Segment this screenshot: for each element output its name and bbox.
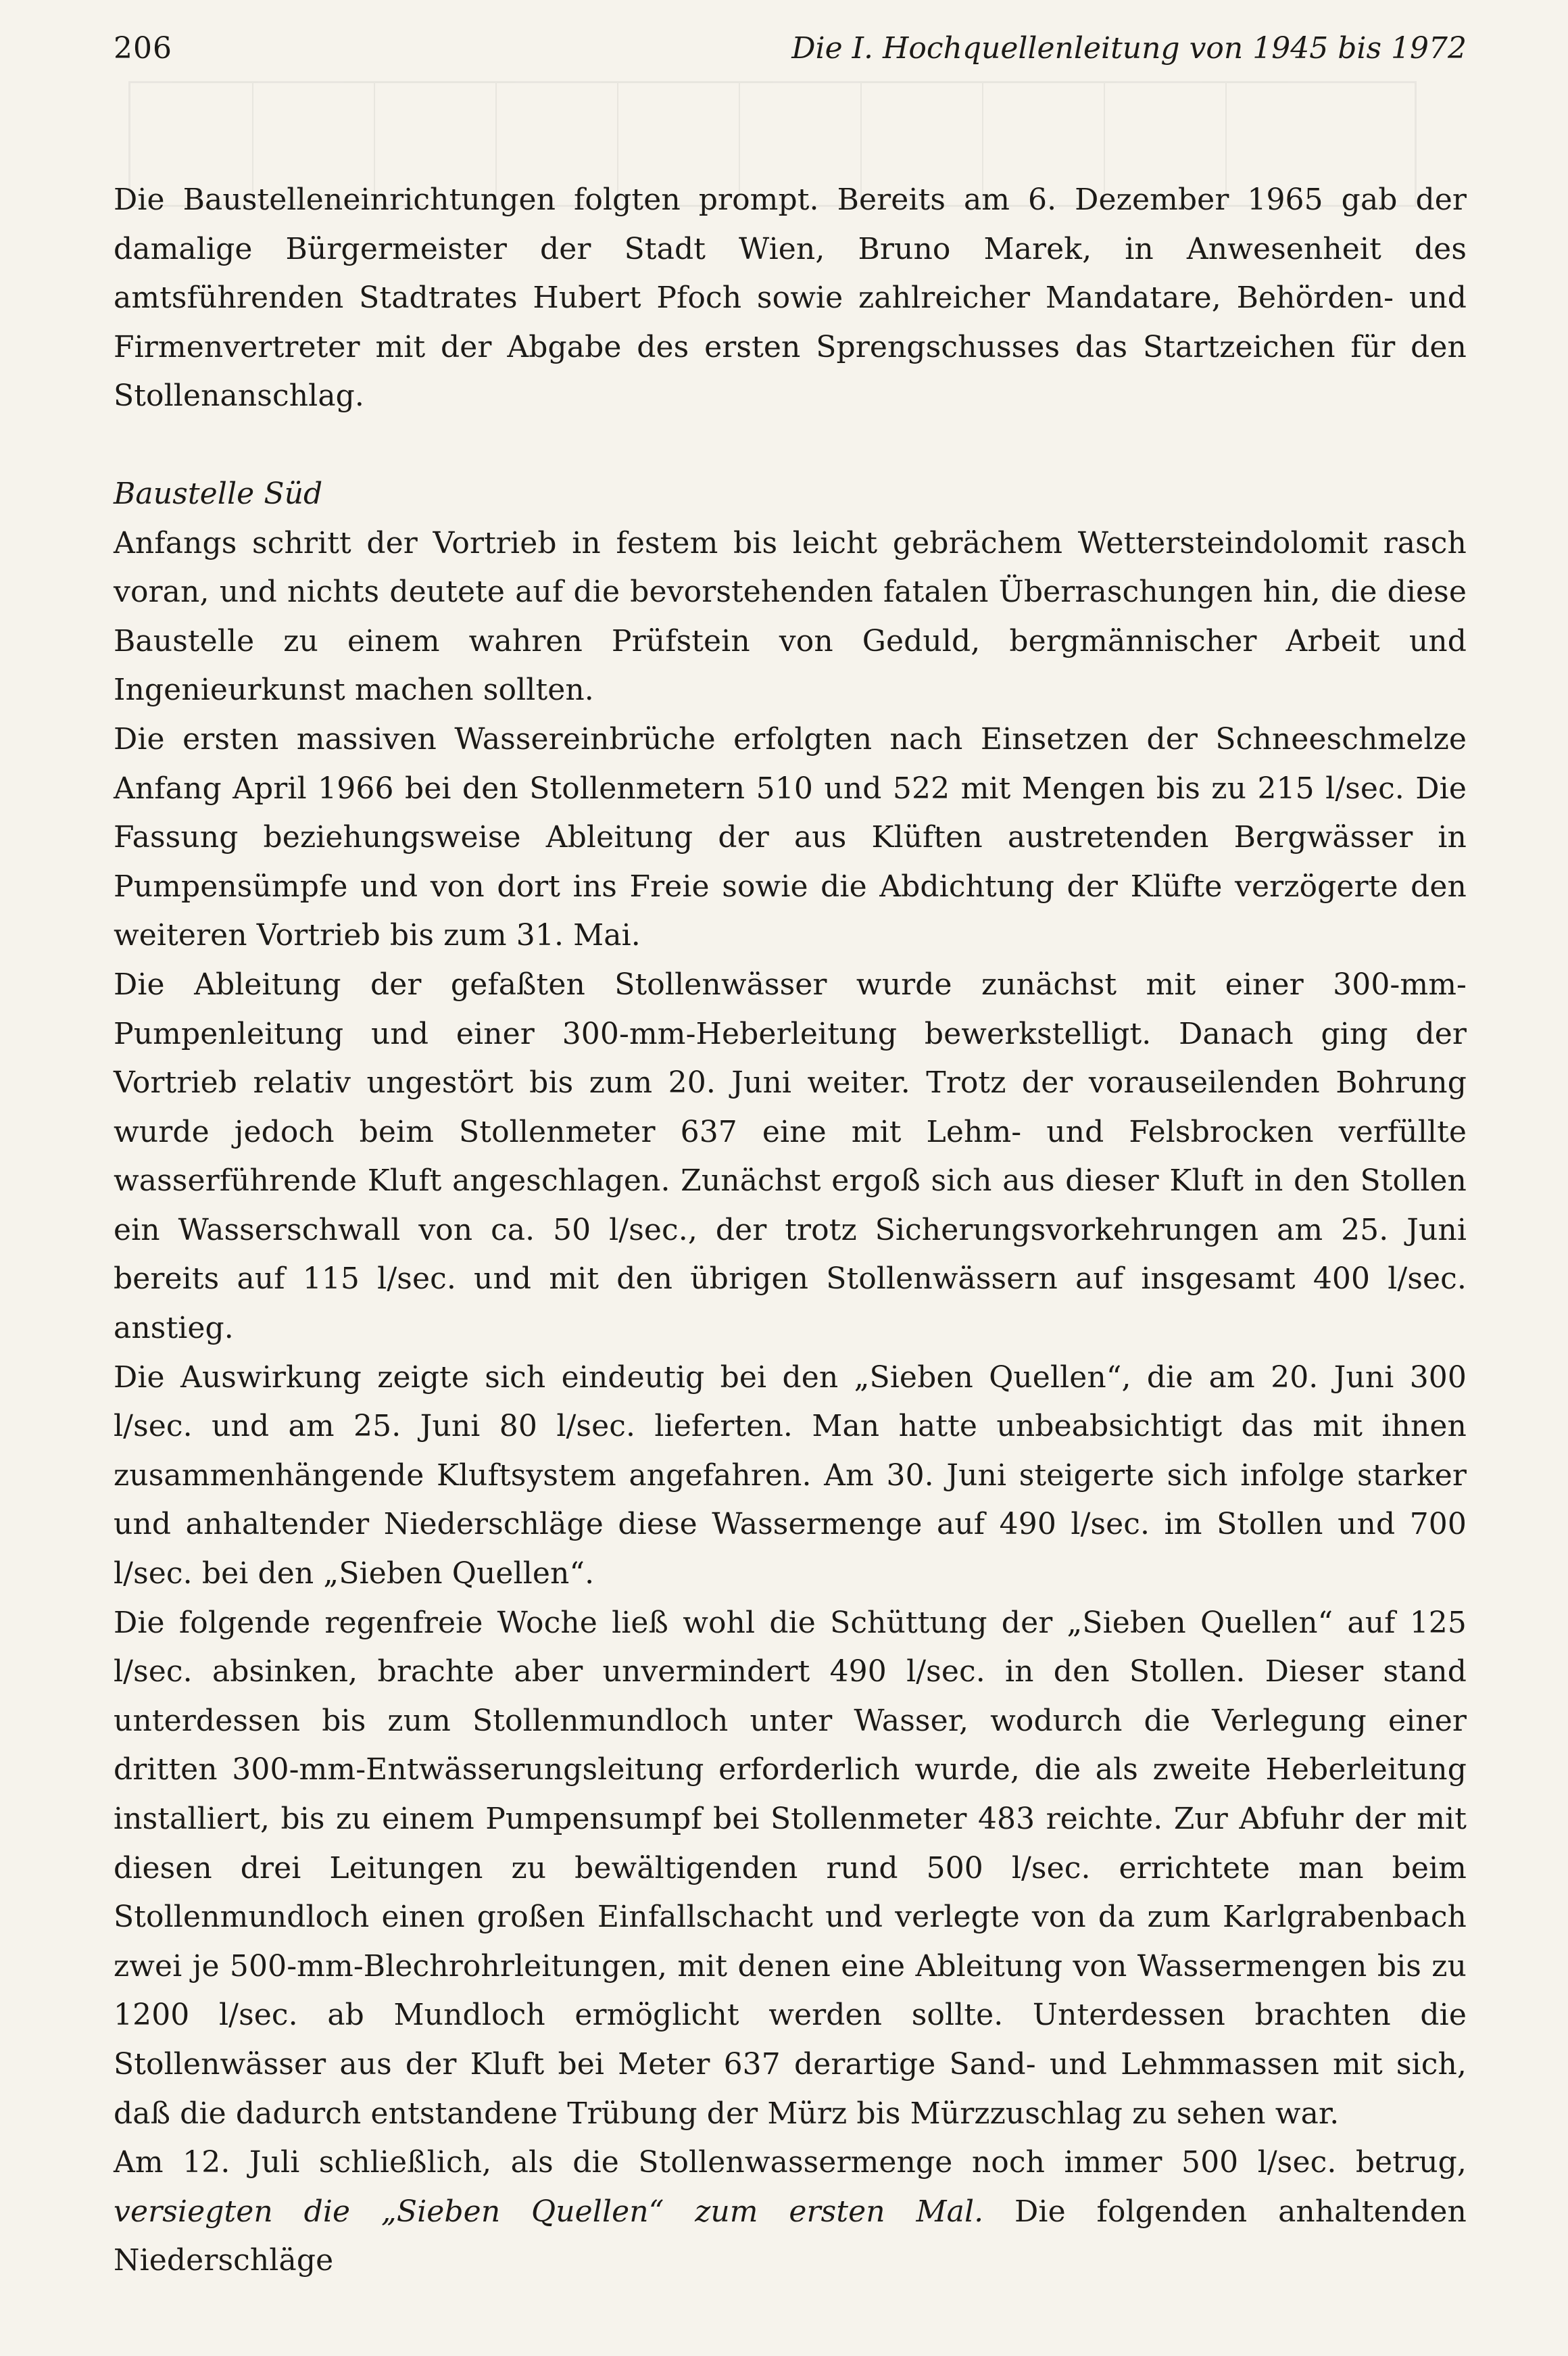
paragraph-start: Am 12. Juli schließlich, als die Stollenwassermenge noch immer 500 l/sec. betrug, — [114, 2145, 1467, 2180]
paragraph: Anfangs schritt der Vortrieb in festem bis leicht gebrächem Wettersteindolomit rasch voran, und nichts deutete auf die bevorstehenden fatalen Überraschungen hin, die diese Baustelle zu einem wahren Prüfstein von Geduld, bergmännischer Arbeit und Ingenieurkunst machen sollten. — [114, 525, 1467, 708]
paragraph-last — [114, 2138, 1467, 2286]
paragraph-intro: Die Baustelleneinrichtungen folgten prompt. Bereits am 6. Dezember 1965 gab der damalige Bürgermeister der Stadt Wien, Bruno Marek, in Anwesenheit des amtsführenden Stadtrates Hubert Pfoch sowie zahlreicher Mandatare, Behörden- und Firmenvertreter mit der Abgabe des ersten Sprengschusses das Startzeichen für den Stollenanschlag. — [114, 183, 1467, 414]
emphasized-text: versiegten die „Sieben Quellen“ zum ersten Mal. — [114, 2194, 984, 2229]
running-title: Die I. Hochquellenleitung von 1945 bis 1972 — [791, 31, 1467, 66]
page-header — [114, 27, 1467, 81]
paragraph: Die Auswirkung zeigte sich eindeutig bei den „Sieben Quellen“, die am 20. Juni 300 l/sec. und am 25. Juni 80 l/sec. lieferten. Man hatte unbeabsichtigt das mit ihnen zusammenhängende Kluftsystem angefahren. Am 30. Juni steigerte sich infolge starker und anhaltender Niederschläge diese Wassermenge auf 490 l/sec. im Stollen und 700 l/sec. bei den „Sieben Quellen“. — [114, 1360, 1467, 1591]
section-heading: Baustelle Süd — [114, 476, 323, 511]
body-text — [114, 176, 1467, 2286]
paragraph: Die folgende regenfreie Woche ließ wohl die Schüttung der „Sieben Quellen“ auf 125 l/sec. absinken, brachte aber unvermindert 490 l/sec. in den Stollen. Dieser stand unterdessen bis zum Stollenmundloch unter Wasser, wodurch die Verlegung einer dritten 300-mm-Entwässerungsleitung erforderlich wurde, die als zweite Heberleitung installiert, bis zu einem Pumpensumpf bei Stollenmeter 483 reichte. Zur Abfuhr der mit diesen drei Leitungen zu bewältigenden rund 500 l/sec. errichtete man beim Stollenmundloch einen großen Einfallschacht und verlegte von da zum Karlgrabenbach zwei je 500-mm-Blechrohrleitungen, mit denen eine Ableitung von Wassermengen bis zu 1200 l/sec. ab Mundloch ermöglicht werden sollte. Unterdessen brachten die Stollenwässer aus der Kluft bei Meter 637 derartige Sand- und Lehmmassen mit sich, daß die dadurch entstandene Trübung der Mürz bis Mürzzuschlag zu sehen war. — [114, 1605, 1467, 2131]
paragraph-end: Die folgenden anhaltenden Niederschläge — [114, 2194, 1467, 2278]
page-number: 206 — [114, 31, 172, 66]
paragraph: Die ersten massiven Wassereinbrüche erfolgten nach Einsetzen der Schneeschmelze Anfang April 1966 bei den Stollenmetern 510 und 522 mit Mengen bis zu 215 l/sec. Die Fassung beziehungsweise Ableitung der aus Klüften austretenden Bergwässer in Pumpensümpfe und von dort ins Freie sowie die Abdichtung der Klüfte verzögerte den weiteren Vortrieb bis zum 31. Mai. — [114, 721, 1467, 953]
paragraph: Die Ableitung der gefaßten Stollenwässer wurde zunächst mit einer 300-mm-Pumpenleitung und einer 300-mm-Heberleitung bewerkstelligt. Danach ging der Vortrieb relativ ungestört bis zum 20. Juni weiter. Trotz der vorauseilenden Bohrung wurde jedoch beim Stollenmeter 637 eine mit Lehm- und Felsbrocken verfüllte wasserführende Kluft angeschlagen. Zunächst ergoß sich aus dieser Kluft in den Stollen ein Wasserschwall von ca. 50 l/sec., der trotz Sicherungsvorkehrungen am 25. Juni bereits auf 115 l/sec. und mit den übrigen Stollenwässern auf insgesamt 400 l/sec. anstieg. — [114, 967, 1467, 1346]
